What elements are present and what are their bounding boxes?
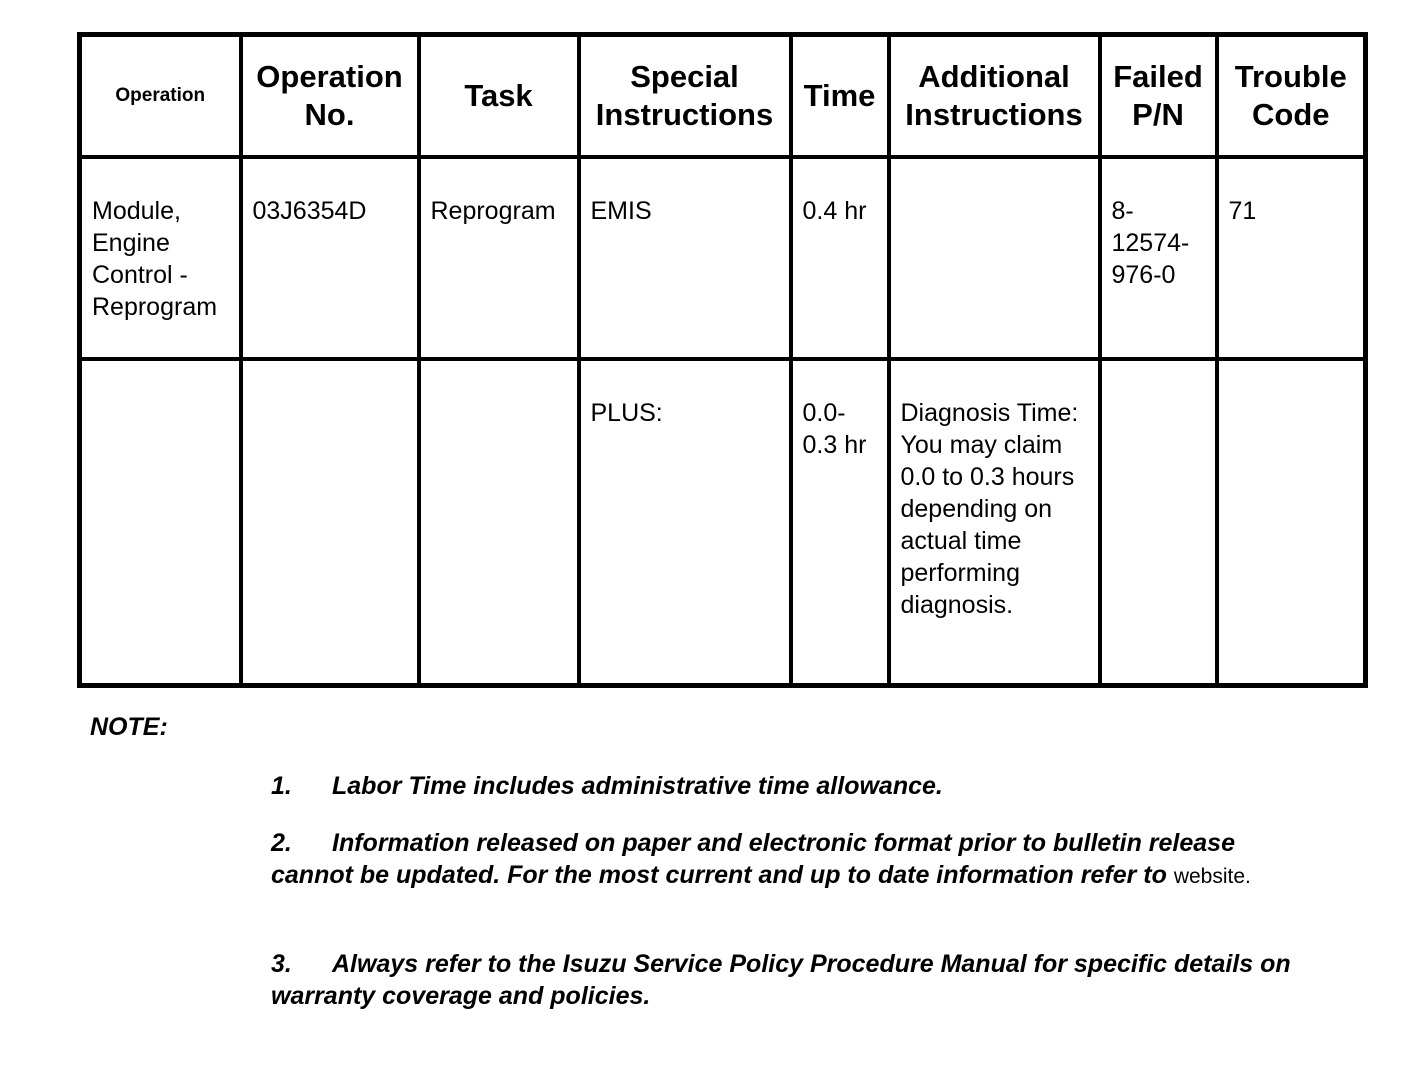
- header-failed-pn: [1100, 35, 1217, 158]
- header-additional-instructions-line2: Instructions: [905, 97, 1083, 132]
- table-header-row: [80, 35, 1366, 158]
- header-operation-no-line2: No.: [304, 97, 355, 132]
- cell-failed-pn: [1100, 157, 1217, 359]
- note-text: Always refer to the Isuzu Service Policy Procedure Manual for specific details on warranty coverage and policies.: [271, 950, 1291, 1010]
- note-number: 2.: [271, 829, 292, 857]
- cell-time-line: 0.0-: [802, 398, 846, 427]
- header-task: [419, 35, 579, 158]
- header-operation-no-line1: Operation: [256, 59, 403, 94]
- note-text: Information released on paper and electronic format prior to bulletin release cannot be updated. For the most current and up to date information refer to: [271, 829, 1235, 889]
- header-additional-instructions-line1: Additional: [918, 59, 1070, 94]
- cell-time: [791, 359, 889, 686]
- header-special-instructions: [579, 35, 791, 158]
- note-number: 1.: [271, 772, 292, 800]
- cell-operation-no: [241, 359, 419, 686]
- cell-failed-pn: [1100, 359, 1217, 686]
- cell-time-line: 0.3 hr: [802, 430, 867, 459]
- cell-operation: [80, 157, 241, 359]
- cell-failed-pn-line: 12574-: [1111, 229, 1190, 257]
- header-additional-instructions: [889, 35, 1100, 158]
- header-operation-no: [241, 35, 419, 158]
- note-item-2: [271, 827, 1301, 893]
- table-row: [80, 157, 1366, 359]
- cell-special-instructions: EMIS: [579, 157, 791, 359]
- note-title: NOTE:: [90, 713, 168, 741]
- cell-time: [791, 157, 889, 359]
- header-trouble-code-line1: Trouble: [1234, 59, 1347, 94]
- cell-failed-pn-line: 8-: [1111, 197, 1134, 225]
- cell-time-line: 0.4 hr: [802, 197, 867, 225]
- cell-operation-line: Control -: [92, 261, 188, 289]
- cell-operation: [80, 359, 241, 686]
- header-failed-pn-line2: P/N: [1132, 97, 1184, 132]
- header-task-label: Task: [464, 78, 533, 113]
- header-time: [791, 35, 889, 158]
- header-special-instructions-line1: Special: [630, 59, 739, 94]
- header-time-label: Time: [803, 78, 876, 113]
- cell-special-instructions: PLUS:: [579, 359, 791, 686]
- cell-trouble-code: [1217, 359, 1366, 686]
- labor-operation-table: [77, 32, 1368, 688]
- cell-task: Reprogram: [419, 157, 579, 359]
- cell-additional-instructions: [889, 157, 1100, 359]
- note-number: 3.: [271, 950, 292, 978]
- header-trouble-code-line2: Code: [1252, 97, 1330, 132]
- header-trouble-code: [1217, 35, 1366, 158]
- header-failed-pn-line1: Failed: [1113, 59, 1203, 94]
- header-special-instructions-line2: Instructions: [595, 97, 774, 132]
- cell-additional-instructions: Diagnosis Time: You may claim 0.0 to 0.3 hours depending on actual time performing diagnosis.: [889, 359, 1100, 686]
- cell-operation-no: 03J6354D: [241, 157, 419, 359]
- cell-task: [419, 359, 579, 686]
- cell-operation-line: Engine: [92, 229, 170, 257]
- header-operation: [80, 35, 241, 158]
- note-item-1: [271, 770, 1301, 802]
- cell-operation-line: Reprogram: [92, 293, 218, 321]
- note-item-3: [271, 948, 1301, 1012]
- table-row: [80, 359, 1366, 686]
- website-link[interactable]: website.: [1173, 865, 1251, 888]
- note-text: Labor Time includes administrative time allowance.: [332, 772, 943, 800]
- cell-trouble-code: 71: [1217, 157, 1366, 359]
- header-operation-label: Operation: [115, 85, 206, 106]
- cell-failed-pn-line: 976-0: [1111, 261, 1176, 289]
- cell-operation-line: Module,: [92, 197, 181, 225]
